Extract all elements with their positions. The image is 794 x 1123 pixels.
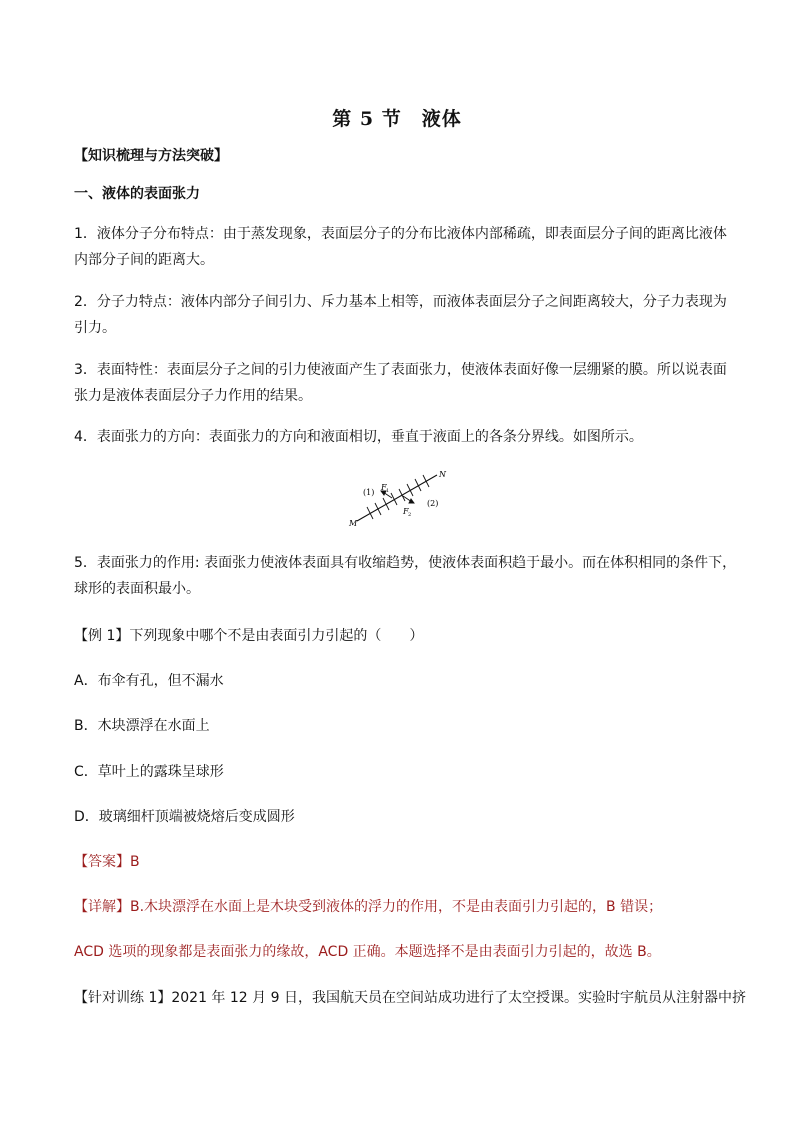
surface-tension-diagram (345, 466, 455, 528)
label-n: N (439, 470, 446, 479)
label-f1-sub: 1 (386, 488, 390, 494)
detail-line-1: 【详解】B.木块漂浮在水面上是木块受到液体的浮力的作用，不是由表面引力引起的，B 错误； (74, 899, 663, 915)
label-region-1: (1) (363, 488, 375, 497)
section-header: 【知识梳理与方法突破】 (74, 148, 228, 164)
label-f1: F (381, 483, 387, 492)
option-c: C．草叶上的露珠呈球形 (74, 764, 224, 780)
option-a: A．布伞有孔，但不漏水 (74, 673, 224, 689)
option-b: B．木块漂浮在水面上 (74, 718, 210, 734)
page-title: 第 5 节 液体 (332, 108, 462, 130)
point-2-line-2: 引力。 (74, 320, 116, 336)
label-f2: F (403, 507, 409, 516)
point-4-line-1: 4．表面张力的方向：表面张力的方向和液面相切，垂直于液面上的各条分界线。如图所示。 (74, 429, 643, 445)
label-f2-sub: 2 (408, 512, 412, 518)
label-region-2: (2) (427, 499, 439, 508)
boundary-line (357, 475, 437, 521)
point-1-line-1: 1．液体分子分布特点：由于蒸发现象，表面层分子的分布比液体内部稀疏，即表面层分子间的距离比液体 (74, 226, 727, 242)
answer-line: 【答案】B (74, 854, 140, 870)
subsection-heading: 一、液体的表面张力 (74, 186, 200, 202)
point-3-line-2: 张力是液体表面层分子力作用的结果。 (74, 388, 312, 404)
point-3-line-1: 3．表面特性：表面层分子之间的引力使液面产生了表面张力，使液体表面好像一层绷紧的膜。所以说表面 (74, 362, 727, 378)
point-5-line-1: 5．表面张力的作用: 表面张力使液体表面具有收缩趋势，使液体表面积趋于最小。而在体积相同的条件下， (74, 555, 737, 571)
label-m: M (349, 519, 358, 528)
example-question: 【例 1】下列现象中哪个不是由表面引力引起的（ ） (74, 628, 424, 644)
option-d: D．玻璃细杆顶端被烧熔后变成圆形 (74, 809, 295, 825)
detail-line-2: ACD 选项的现象都是表面张力的缘故，ACD 正确。本题选择不是由表面引力引起的，故选 B。 (74, 944, 661, 960)
training-line-1: 【针对训练 1】2021 年 12 月 9 日，我国航天员在空间站成功进行了太空授课。实验时宇航员从注射器中挤 (74, 990, 746, 1006)
point-2-line-1: 2．分子力特点：液体内部分子间引力、斥力基本上相等，而液体表面层分子之间距离较大，分子力表现为 (74, 294, 727, 310)
point-5-line-2: 球形的表面积最小。 (74, 581, 200, 597)
point-1-line-2: 内部分子间的距离大。 (74, 252, 214, 268)
